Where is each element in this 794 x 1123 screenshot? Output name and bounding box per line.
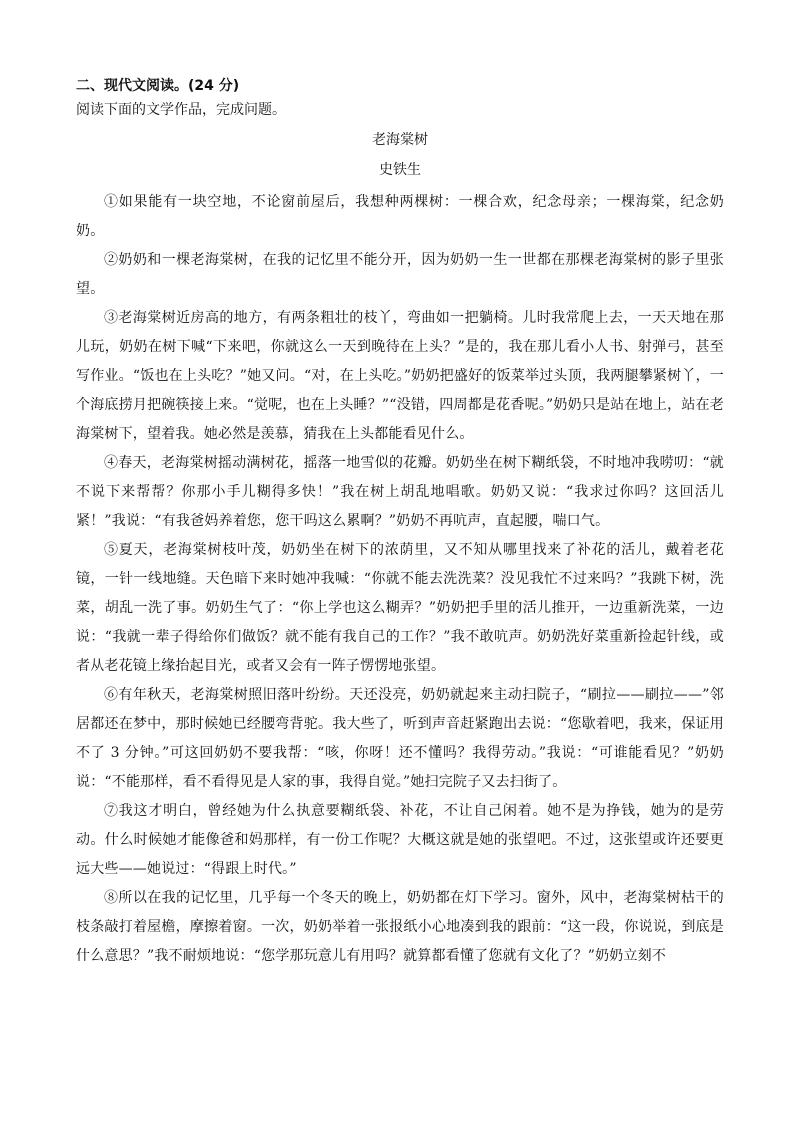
- paragraph-1: ①如果能有一块空地，不论窗前屋后，我想种两棵树：一棵合欢，纪念母亲；一棵海棠，纪念奶奶。: [76, 194, 724, 239]
- article-body: [76, 188, 724, 971]
- paragraph-8: ⑧所以在我的记忆里，几乎每一个冬天的晚上，奶奶都在灯下学习。窗外，风中，老海棠树枯干的枝条敲打着屋檐，摩擦着窗。一次，奶奶举着一张报纸小心地凑到我的跟前：“这一段，你说说，到底是什么意思？”我不耐烦地说：“您学那玩意儿有用吗？就算都看懂了您就有文化了？”奶奶立刻不: [76, 890, 724, 964]
- article-title: 老海棠树: [372, 132, 428, 148]
- paragraph-6: ⑥有年秋天，老海棠树照旧落叶纷纷。天还没亮，奶奶就起来主动扫院子，“刷拉——刷拉——”邻居都还在梦中，那时候她已经腰弯背驼。我大些了，听到声音赶紧跑出去说：“您歇着吧，我来，保证用不了 3 分钟。”可这回奶奶不要我帮：“咳，你呀！还不懂吗？我得劳动。”我说：“可谁能看见？”奶奶说：“不能那样，看不看得见是人家的事，我得自觉。”她扫完院子又去扫街了。: [76, 687, 724, 790]
- section-title: 二、现代文阅读。(24 分): [76, 78, 240, 94]
- paragraph-3: ③老海棠树近房高的地方，有两条粗壮的枝丫，弯曲如一把躺椅。儿时我常爬上去，一天天地在那儿玩，奶奶在树下喊“下来吧，你就这么一天到晚待在上头？”是的，我在那儿看小人书、射弹弓，甚至写作业。“饭也在上头吃？”她又问。“对，在上头吃。”奶奶把盛好的饭菜举过头顶，我两腿攀紧树丫，一个海底捞月把碗筷接上来。“觉呢，也在上头睡？”“没错，四周都是花香呢。”奶奶只是站在地上，站在老海棠树下，望着我。她必然是羡慕，猜我在上头都能看见什么。: [76, 310, 724, 442]
- reading-instruction: 阅读下面的文学作品，完成问题。: [76, 102, 286, 118]
- paragraph-5: ⑤夏天，老海棠树枝叶茂，奶奶坐在树下的浓荫里，又不知从哪里找来了补花的活儿，戴着老花镜，一针一线地缝。天色暗下来时她冲我喊：“你就不能去洗洗菜？没见我忙不过来吗？”我跳下树，洗菜，胡乱一洗了事。奶奶生气了：“你上学也这么糊弄？”奶奶把手里的活儿推开，一边重新洗菜，一边说：“我就一辈子得给你们做饭？就不能有我自己的工作？”我不敢吭声。奶奶洗好菜重新捡起针线，或者从老花镜上缘抬起目光，或者又会有一阵子愣愣地张望。: [76, 542, 724, 674]
- document-page: [76, 76, 724, 971]
- paragraph-2: ②奶奶和一棵老海棠树，在我的记忆里不能分开，因为奶奶一生一世都在那棵老海棠树的影子里张望。: [76, 252, 724, 297]
- paragraph-7: ⑦我这才明白，曾经她为什么执意要糊纸袋、补花，不让自己闲着。她不是为挣钱，她为的是劳动。什么时候她才能像爸和妈那样，有一份工作呢？大概这就是她的张望吧。不过，这张望或许还要更远大些——她说过：“得跟上时代。”: [76, 803, 724, 877]
- paragraph-4: ④春天，老海棠树摇动满树花，摇落一地雪似的花瓣。奶奶坐在树下糊纸袋，不时地冲我唠叨：“就不说下来帮帮？你那小手儿糊得多快！”我在树上胡乱地唱歌。奶奶又说：“我求过你吗？这回活儿紧！”我说：“有我爸妈养着您，您干吗这么累啊？”奶奶不再吭声，直起腰，喘口气。: [76, 455, 724, 529]
- article-author: 史铁生: [379, 162, 421, 178]
